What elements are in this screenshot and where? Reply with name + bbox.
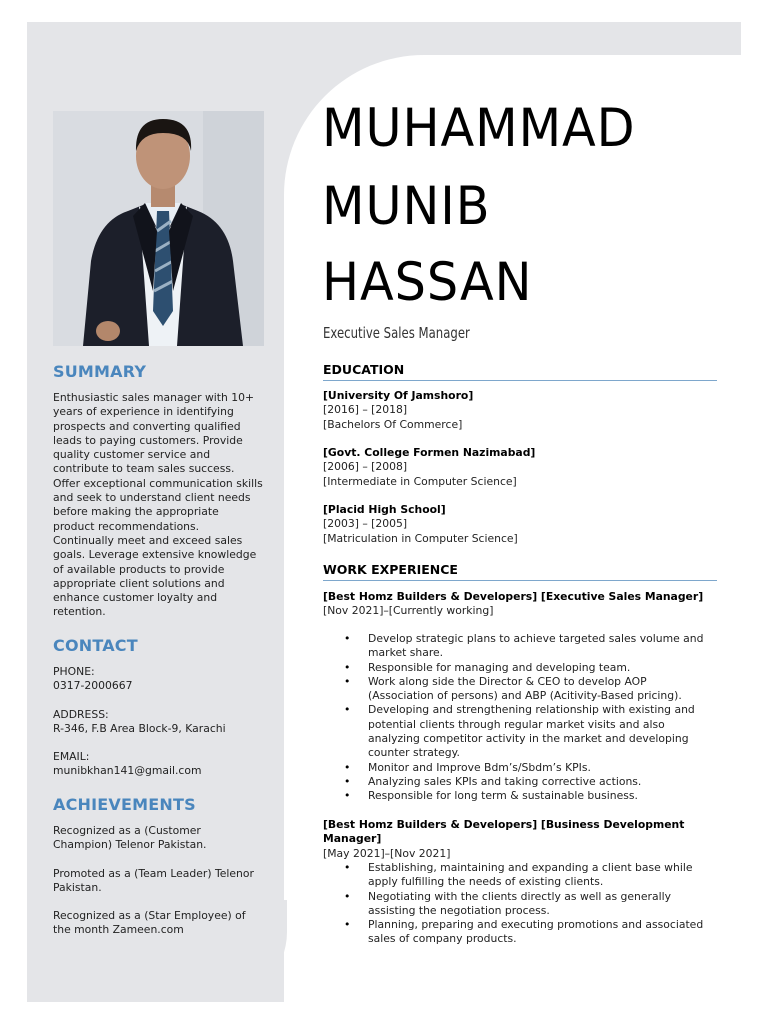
summary-line: enhance customer loyalty and [53, 591, 218, 605]
summary-line: of available products to provide [53, 562, 225, 576]
summary-line: Enthusiastic sales manager with 10+ [53, 391, 255, 404]
achievement-item [53, 867, 268, 896]
school-degree: [Bachelors Of Commerce] [323, 417, 463, 431]
school-name: [University Of Jamshoro] [323, 389, 474, 402]
job-title: Executive Sales Manager [323, 324, 470, 342]
achievement-line: the month Zameen.com [53, 923, 184, 937]
list-item: • Analyzing sales KPIs and taking corrective actions. [344, 775, 714, 789]
school-degree: [Matriculation in Computer Science] [323, 531, 518, 545]
summary-line: quality customer service and [53, 448, 211, 462]
address-value: R-346, F.B Area Block-9, Karachi [53, 721, 226, 735]
summary-line: before making the appropriate [53, 505, 219, 519]
school-years: [2016] – [2018] [323, 403, 408, 417]
job-header [323, 590, 723, 619]
school-name: [Placid High School] [323, 503, 446, 516]
school-years: [2006] – [2008] [323, 460, 408, 474]
email-value: munibkhan141@gmail.com [53, 764, 202, 778]
job-dates: [Nov 2021]–[Currently working] [323, 604, 494, 618]
school-degree: [Intermediate in Computer Science] [323, 474, 517, 488]
education-entry [323, 389, 723, 432]
summary-heading: SUMMARY [53, 362, 147, 381]
summary-line: retention. [53, 605, 106, 619]
education-heading: EDUCATION [323, 362, 717, 381]
list-item: • Planning, preparing and executing promotions and associated sales of company products. [344, 918, 714, 947]
list-item: • Responsible for managing and developing team. [344, 661, 714, 675]
job-company-role: [Best Homz Builders & Developers] [Business Development Manager] [323, 818, 685, 846]
job-company-role: [Best Homz Builders & Developers] [Executive Sales Manager] [323, 590, 704, 603]
education-entry [323, 503, 723, 546]
summary-line: prospects and converting qualified [53, 419, 241, 433]
phone-label: PHONE: [53, 665, 95, 678]
name-last: HASSAN [322, 252, 533, 313]
list-item: • Establishing, maintaining and expanding a client base while apply fulfilling the needs of existing clients. [344, 861, 714, 890]
summary-line: goals. Leverage extensive knowledge [53, 548, 257, 562]
name-first: MUHAMMAD [322, 98, 636, 159]
contact-heading: CONTACT [53, 636, 138, 655]
summary-line: appropriate client solutions and [53, 576, 225, 590]
experience-heading: WORK EXPERIENCE [323, 562, 717, 581]
school-name: [Govt. College Formen Nazimabad] [323, 446, 536, 459]
achievement-item [53, 824, 268, 853]
list-item: • Developing and strengthening relationship with existing and potential clients through regular market visits and also analyzing competitor activity in the market and developing counter strategy. [344, 703, 714, 760]
summary-text [53, 391, 268, 620]
list-item: • Monitor and Improve Bdm’s/Sbdm’s KPIs. [344, 761, 714, 775]
page-bottom-white [287, 1002, 768, 1024]
profile-photo [53, 111, 264, 346]
job-duties-list [344, 861, 714, 947]
contact-block [53, 665, 268, 779]
summary-line: leads to paying customers. Provide [53, 433, 243, 447]
summary-line: years of experience in identifying [53, 405, 234, 419]
achievements-heading: ACHIEVEMENTS [53, 795, 196, 814]
achievement-line: Champion) Telenor Pakistan. [53, 838, 207, 852]
list-item: • Develop strategic plans to achieve targeted sales volume and market share. [344, 632, 714, 661]
list-item: • Responsible for long term & sustainable business. [344, 789, 714, 803]
achievement-line: Pakistan. [53, 880, 102, 894]
summary-line: Offer exceptional communication skills [53, 476, 263, 490]
achievement-line: Recognized as a (Customer [53, 824, 201, 837]
summary-line: product recommendations. [53, 519, 200, 533]
phone-value: 0317-2000667 [53, 679, 133, 693]
achievement-line: Promoted as a (Team Leader) Telenor [53, 866, 254, 880]
job-header [323, 818, 723, 861]
email-label: EMAIL: [53, 750, 90, 764]
summary-line: contribute to team sales success. [53, 462, 235, 476]
name-middle: MUNIB [322, 176, 491, 237]
list-item: • Work along side the Director & CEO to develop AOP (Association of persons) and ABP (Acitivity-Based pricing). [344, 675, 714, 704]
education-entry [323, 446, 723, 489]
list-item: • Negotiating with the clients directly as well as generally assisting the negotiation process. [344, 890, 714, 919]
achievement-item [53, 909, 268, 938]
achievements-list [53, 824, 268, 938]
school-years: [2003] – [2005] [323, 517, 408, 531]
achievement-line: Recognized as a (Star Employee) of [53, 909, 246, 923]
summary-line: and seek to understand client needs [53, 491, 251, 505]
person-portrait-icon [53, 111, 264, 346]
summary-line: Continually meet and exceed sales [53, 533, 243, 547]
job-duties-list [344, 632, 714, 804]
address-label: ADDRESS: [53, 707, 109, 721]
job-dates: [May 2021]–[Nov 2021] [323, 846, 451, 860]
